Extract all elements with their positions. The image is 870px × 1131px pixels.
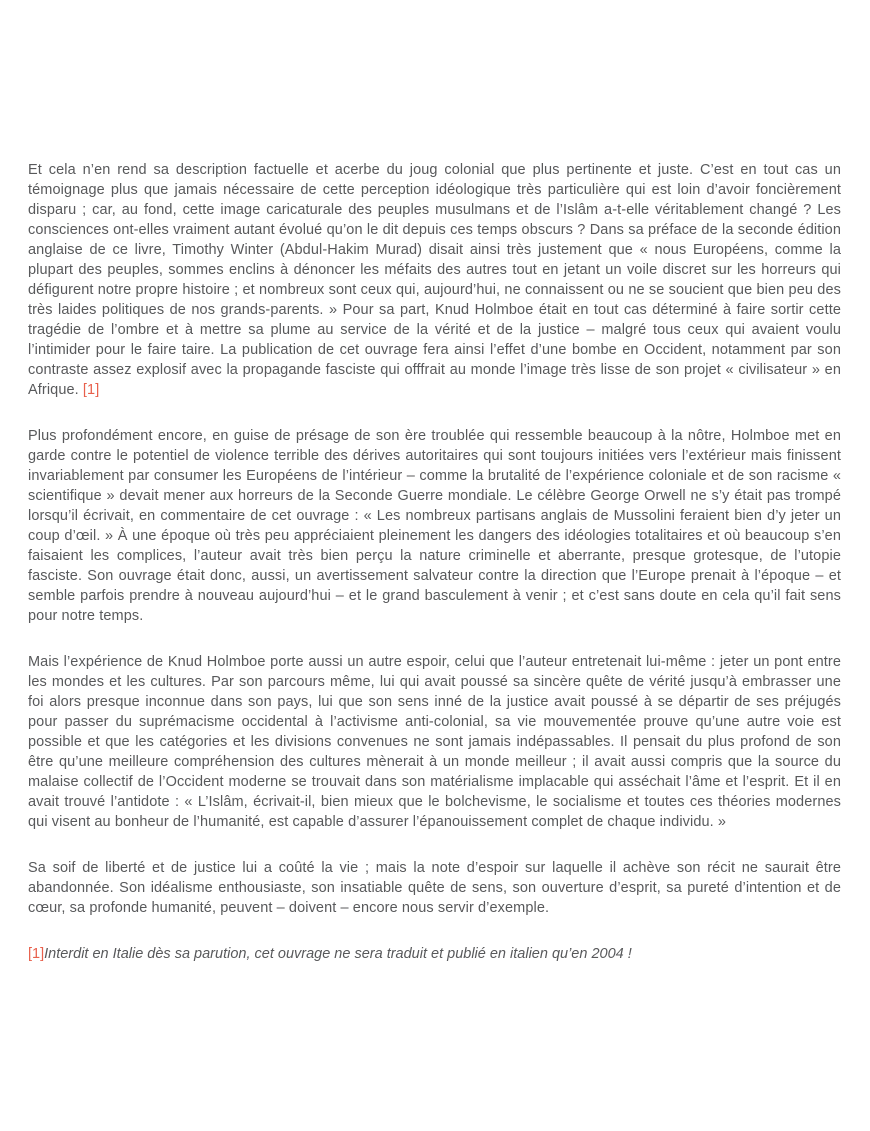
footnote-ref-1[interactable]: [1] (82, 382, 100, 398)
paragraph-1-text: Et cela n’en rend sa description factuelle et acerbe du joug colonial que plus pertinente et juste. C’est en tout cas un témoignage plus que jamais nécessaire de cette perception idéologique très particulière qui est loin d’avoir foncièrement disparu ; car, au fond, cette image caricaturale des peuples musulmans et de l’Islâm a-t-elle véritablement changé ? Les consciences ont-elles vraiment autant évolué qu’on le dit depuis ces temps obscurs ? Dans sa préface de la seconde édition anglaise de ce livre, Timothy Winter (Abdul-Hakim Murad) disait ainsi très justement que « nous Européens, comme la plupart des peuples, sommes enclins à dénoncer les méfaits des autres tout en jetant un voile discret sur les horreurs qui défigurent notre propre histoire ; et nombreux sont ceux qui, aujourd’hui, ne connaissent ou ne se soucient que bien peu des très laides politiques de nos grands-parents. » Pour sa part, Knud Holmboe était en tout cas déterminé à faire sortir cette tragédie de l’ombre et à mettre sa plume au service de la vérité et de la justice – malgré tous ceux qui avaient voulu l’intimider pour le faire taire. La publication de cet ouvrage fera ainsi l’effet d’une bombe en Occident, notamment par son contraste assez explosif avec la propagande fasciste qui offfrait au monde l’image très lisse de son projet « civilisateur » en Afrique. (28, 162, 841, 398)
paragraph-1 (28, 160, 841, 400)
footnote-text: Interdit en Italie dès sa parution, cet ouvrage ne sera traduit et publié en italien qu’en 2004 ! (44, 946, 632, 962)
footnote-marker-1[interactable]: [1] (28, 946, 45, 962)
footnote (28, 944, 841, 964)
paragraph-4: Sa soif de liberté et de justice lui a coûté la vie ; mais la note d’espoir sur laquelle il achève son récit ne saurait être abandonnée. Son idéalisme enthousiaste, son insatiable quête de sens, son ouverture d’esprit, sa pureté d’intention et de cœur, sa profonde humanité, peuvent – doivent – encore nous servir d’exemple. (28, 860, 841, 916)
paragraph-2: Plus profondément encore, en guise de présage de son ère troublée qui ressemble beaucoup à la nôtre, Holmboe met en garde contre le potentiel de violence terrible des dérives autoritaires qui sont toujours initiées vers l’extérieur mais finissent invariablement par consumer les Européens de l’intérieur – comme la brutalité de l’expérience coloniale et de son racisme « scientifique » devait mener aux horreurs de la Seconde Guerre mondiale. Le célèbre George Orwell ne s’y était pas trompé lorsqu’il écrivait, en commentaire de cet ouvrage : « Les nombreux partisans anglais de Mussolini feraient bien d’y jeter un coup d’œil. » À une époque où très peu appréciaient pleinement les dangers des idéologies totalitaires et où beaucoup s’en faisaient les complices, l’auteur avait très bien perçu la nature criminelle et aberrante, presque grotesque, de l’utopie fasciste. Son ouvrage était donc, aussi, un avertissement salvateur contre la direction que l’Europe prenait à l’époque – et semble parfois prendre à nouveau aujourd’hui – et le grand basculement à venir ; et c’est sans doute en cela qu’il fait sens pour notre temps. (28, 428, 841, 624)
paragraph-3: Mais l’expérience de Knud Holmboe porte aussi un autre espoir, celui que l’auteur entretenait lui-même : jeter un pont entre les mondes et les cultures. Par son parcours même, lui qui avait poussé sa sincère quête de vérité jusqu’à embrasser une foi alors presque inconnue dans son pays, lui que son sens inné de la justice avait poussé à se départir de ses préjugés pour passer du suprémacisme occidental à l’activisme anti-colonial, sa vie mouvementée prouve qu’une autre voie est possible et que les catégories et les divisions convenues ne sont jamais indépassables. Il pensait du plus profond de son être qu’une meilleure compréhension des cultures mènerait à un monde meilleur ; il avait aussi compris que la source du malaise collectif de l’Occident moderne se trouvait dans son matérialisme implacable qui asséchait l’âme et l’esprit. Et il en avait trouvé l’antidote : « L’Islâm, écrivait-il, bien mieux que le bolchevisme, le socialisme et toutes ces théories modernes qui visent au bonheur de l’humanité, est capable d’assurer l’épanouissement complet de chaque individu. » (28, 654, 841, 830)
